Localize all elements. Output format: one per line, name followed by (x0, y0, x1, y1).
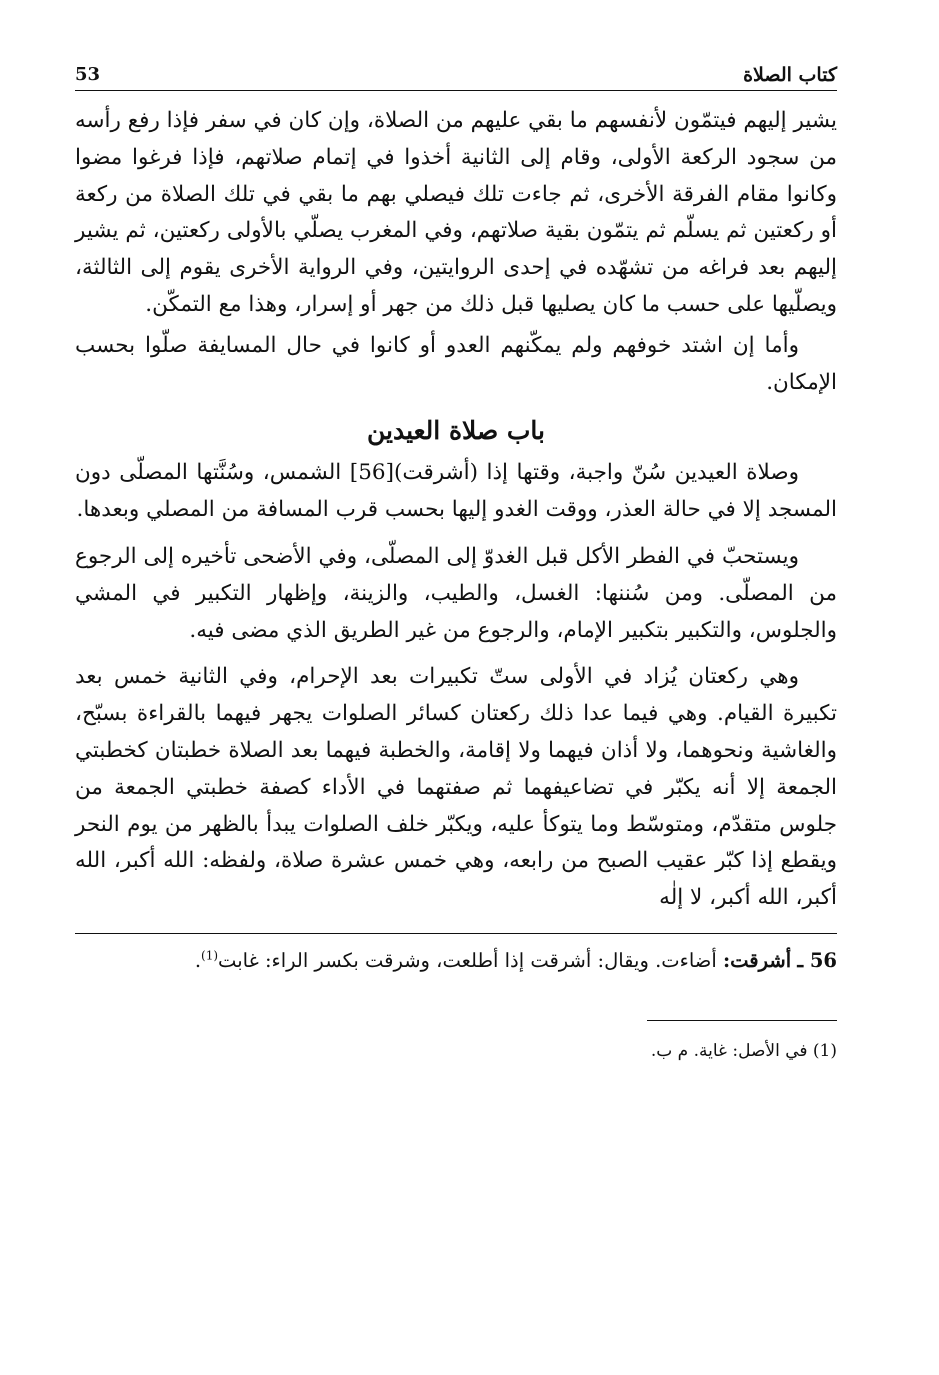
running-title: كتاب الصلاة (743, 64, 837, 86)
paragraph-eid-sunnahs: ويستحبّ في الفطر الأكل قبل الغدوّ إلى المصلّى، وفي الأضحى تأخيره إلى الرجوع من المصلّى. ومن سُننها: الغسل، والطيب، والزينة، وإظهار التكبير في المشي والجلوس، والتكبير بتكبير الإمام، والرجوع من غير الطريق الذي مضى فيه. (75, 543, 837, 643)
glossary-text: أضاءت. ويقال: أشرقت إذا أطلعت، وشرقت بكسر الراء: غابت (218, 948, 717, 972)
page-number: 53 (75, 64, 101, 85)
footnote-marker: (1) (201, 948, 219, 963)
paragraph-fear-prayer-continued: يشير إليهم فيتمّون لأنفسهم ما بقي عليهم من الصلاة، وإن كان في سفر فإذا رفع رأسه من سجود الركعة الأولى، وقام إلى الثانية أخذوا في إتمام صلاتهم، فإذا فرغوا مضوا وكانوا مقام الفرقة الأخرى، ثم جاءت تلك فيصلي بهم ما بقي في تلك الصلاة من ركعة أو ركعتين ثم يسلّم ثم يتمّون بقية صلاتهم، وفي المغرب يصلّي بالأولى ركعتين، ثم يشير إليهم بعد فراغه من تشهّده في إحدى الروايتين، وفي الرواية الأخرى يقوم إلى الثالثة، ويصلّيها على حسب ما كان يصليها قبل ذلك من جهر أو إسرار، وهذا مع التمكّن. (75, 108, 837, 317)
glossary-divider (75, 933, 837, 934)
main-text (75, 103, 837, 917)
paragraph-eid-takbirat: وهي ركعتان يُزاد في الأولى ستّ تكبيرات بعد الإحرام، وفي الثانية خمس بعد تكبيرة القيام. وهي فيما عدا ذلك ركعتان كسائر الصلوات يجهر فيهما بالقراءة بسبّح، والغاشية ونحوهما، ولا أذان فيهما ولا إقامة، والخطبة فيهما بعد الصلاة خطبتان كخطبتي الجمعة إلا أنه يكبّر في تضاعيفهما ثم صفتهما في الأداء كصفة خطبتي الجمعة من جلوس متقدّم، ومتوسّط وما يتوكأ عليه، ويكبّر خلف الصلوات يبدأ بالظهر من يوم النحر ويقطع إذا كبّر عقيب الصبح من رابعه، وهي خمس عشرة صلاة، ولفظه: الله أكبر، الله أكبر، الله أكبر، لا إلٰه (75, 664, 837, 911)
glossary-end: . (194, 948, 202, 972)
paragraph-intense-fear: وأما إن اشتد خوفهم ولم يمكّنهم العدو أو كانوا في حال المسايفة صلّوا بحسب الإمكان. (75, 332, 837, 395)
footnote-divider (647, 1020, 837, 1021)
footnote: (1) في الأصل: غاية. م ب. (650, 1040, 837, 1061)
paragraph-eid-time: وصلاة العيدين سُنّ واجبة، وقتها إذا (أشرقت)[56] الشمس، وسُنَّتها المصلّى دون المسجد إلا في حالة العذر، ووقت الغدو إليها بحسب قرب المسافة من المصلي وبعدها. (75, 460, 837, 523)
section-title: باب صلاة العيدين (366, 416, 546, 446)
glossary-note (75, 944, 837, 978)
glossary-number: 56 ـ (797, 948, 837, 972)
page-header (75, 62, 837, 91)
book-page (75, 62, 837, 1065)
glossary-term: أشرقت: (722, 948, 792, 972)
